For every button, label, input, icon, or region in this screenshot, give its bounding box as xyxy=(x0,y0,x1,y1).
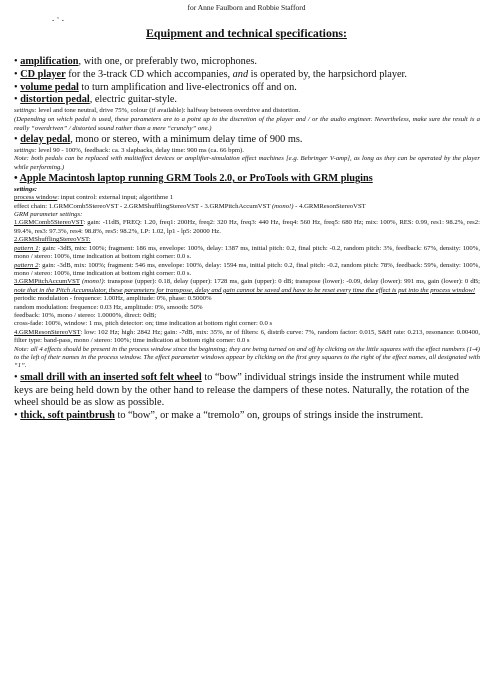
term-amplification: amplification xyxy=(20,56,79,67)
document-body xyxy=(14,56,480,423)
term-delay-pedal: delay pedal xyxy=(20,133,71,145)
process-window-line: process window: input control: external input; algorithme 1 xyxy=(14,194,174,202)
page-title: Equipment and technical specifications: xyxy=(146,26,347,40)
term-small-drill: small drill with an inserted soft felt wheel xyxy=(20,371,202,383)
item-mac-laptop: • Apple Macintosh laptop running GRM Tools 2.0, or ProTools with GRM plugins xyxy=(14,173,373,185)
shuffling-label: 2.GRMShufflingStereoVST: xyxy=(14,236,91,244)
item-paintbrush: • thick, soft paintbrush to “bow”, or make a “tremolo” on, groups of strings inside the instrument. xyxy=(14,410,424,422)
distortion-note: (Depending on which pedal is used, these parameters are to a point up to the discretion of the player and / or the audio engineer. Nevertheless, make sure the result is a really “overdriven” / distorted sound rather than a mere “crunchy” one.) xyxy=(14,116,480,132)
term-mac-laptop: Apple Macintosh laptop running GRM Tools 2.0, or ProTools with GRM plugins xyxy=(19,173,373,185)
item-cd-player: • CD player for the 3-track CD which accompanies, and is operated by, the harpsichord player. xyxy=(14,68,407,80)
item-delay-pedal: • delay pedal, mono or stereo, with a minimum delay time of 900 ms. xyxy=(14,133,303,145)
item-small-drill: • small drill with an inserted soft felt wheel to “bow” individual strings inside the instrument while muted keys are being held down by the other hand to release the dampers of these notes. Naturally, the rotation of the wheel should be as slow as possible. xyxy=(14,371,470,409)
delay-note: Note: both pedals can be replaced with multieffect devices or amplifier-simulation effect machines [e.g. Behringer V-amp], as long as they can be operated by the player while performing.) xyxy=(14,155,480,172)
distortion-settings: settings: level and tone neutral, drive 75%, colour (if available): halfway between overdrive and distortion. xyxy=(14,107,301,115)
effects-note: Note: all 4 effects should be present in the process window since the beginning; they are being turned on and off by clicking on the little squares with the effect numbers (1-4) to the left of their names in the process window. The effect parameter windows appear by clicking on the first grey squares to the right of the effect names, all designated with “1”. xyxy=(14,345,480,370)
comb-settings: 1.GRMComb5StereoVST: gain: -11dB, FREQ: 1.20, freq1: 200Hz, freq2: 320 Hz, freq3: 440 Hz, freq4: 560 Hz, freq5: 680 Hz; mix: 100%, RES: 0.99, res1: 98.2%, res2: 99.4%, res3: 97.3%, res4: 98.8%, res5: 98.2%, LP: 1.02, lp1 - lp5: 20000 Hz. xyxy=(14,219,480,235)
pattern-1-settings: pattern 1: gain: -3dB, mix: 100%; fragment: 186 ms, envelope: 100%, delay: 1387 ms, initial pitch: 0.2, final pitch: -0.2, random pitch: 3%, feedback: 67%, density: 100%, mono / stereo: 100%, time indication at bottom right corner: 0.0 s. xyxy=(14,244,480,261)
ornament-mark: . · . xyxy=(52,13,64,23)
term-cd-player: CD player xyxy=(20,68,66,80)
dedication: for Anne Faulborn and Robbie Stafford xyxy=(187,3,306,12)
mac-settings: settings: process window: input control: external input; algorithme 1 effect chain: 1.GRMComb5StereoVST - 2.GRMShufflingStereoVST - 3.GRMPitchAccumVST (mono!) - 4.GRMResonStereoVST GRM parameter settings: 1.GRMComb5StereoVST: gain: -11dB, FREQ: 1.20, freq1: 200Hz, freq2: 320 Hz, freq3: 440 Hz, freq4: 560 Hz, freq5: 680 Hz; mix: 100%, RES: 0.99, res1: 98.2%, res2: 99.4%, res3: 97.3%, res4: 98.8%, res5: 98.2%, LP: 1.02, lp1 - lp5: 20000 Hz. 2.GRMShufflingStereoVST: pattern 1: gain: -3dB, mix: 100%; fragment: 186 ms, envelope: 100%, delay: 1387 ms, initial pitch: 0.2, final pitch: -0.2, random pitch: 3%, feedback: 67%, density: 100%, mono / stereo: 100%, time indication at bottom right corner: 0.0 s. pattern 2: gain: -3dB, mix: 100%; fragment: 546 ms, envelope: 100%, delay: 1594 ms, initial pitch: 0.2, final pitch: -0.2, random pitch: 78%, feedback: 59%, density: 100%, mono / stereo: 100%, time indication at bottom right corner: 0.0 s. 3.GRMPitchAccumVST (mono!): transpose (upper): 0.18, delay (upper): 1728 ms, gain (upper): 0 dB; transpose (lower): -0.09, delay (lower): 991 ms, gain (lower): 0 dB; note that in the Pitch Accumulator, these parameters for transpose, delay and gain cannot be saved and have to be reset every time the effect is put into the process window! periodic modulation - frequence: 1.00Hz, amplitude: 0%, phase: 0.5000% random modulation: frequence: 0.03 Hz, amplitude: 0%, smooth: 50% feedback: 10%, mono / stereo: 1.0000%, direct: 0dB; cross-fade: 100%, window: 1 ms, pitch detector: on; time indication at bottom right corner: 0.0 s 4.GRMResonStereoVST: low: 102 Hz; high: 2842 Hz; gain: -7dB, mix: 35%, nr of filters: 6, distrib curve: 7%, random factor: 0.015, S&H rate: 0.213, resonance: 0.00400, filter type: band-pass, mono / stereo: 100%; time indication at bottom right corner: 0.0 s Note: all 4 effects should be present in the process window since the beginning; they are being turned on and off by clicking on the little squares with the effect numbers (1-4) to the left of their names in the process window. The effect parameter windows appear by clicking on the first grey squares to the right of the effect names, all designated with “1”. xyxy=(14,185,480,370)
item-amplification: • amplification, with one, or preferably two, microphones. xyxy=(14,56,257,67)
effect-chain-line: effect chain: 1.GRMComb5StereoVST - 2.GRMShufflingStereoVST - 3.GRMPitchAccumVST (mono!) - 4.GRMResonStereoVST xyxy=(14,202,366,210)
pattern-2-settings: pattern 2: gain: -3dB, mix: 100%; fragment: 546 ms, envelope: 100%, delay: 1594 ms, initial pitch: 0.2, final pitch: -0.2, random pitch: 78%, feedback: 59%, density: 100%, mono / stereo: 100%, time indication at bottom right corner: 0.0 s. xyxy=(14,261,480,277)
term-volume-pedal: volume pedal xyxy=(20,81,79,93)
item-distortion-pedal: • distortion pedal, electric guitar-style. xyxy=(14,94,177,106)
pitch-accum-settings: 3.GRMPitchAccumVST (mono!): transpose (upper): 0.18, delay (upper): 1728 ms, gain (upper): 0 dB; transpose (lower): -0.09, delay (lower): 991 ms, gain (lower): 0 dB; note that in the Pitch Accumulator, these parameters for transpose, delay and gain cannot be saved and have to be reset every time the effect is put into the process window! xyxy=(14,278,480,294)
item-volume-pedal: • volume pedal to turn amplification and live-electronics off and on. xyxy=(14,81,297,93)
term-distortion-pedal: distortion pedal xyxy=(20,94,90,106)
delay-settings: settings: level 90 - 100%, feedback: ca. 3 slapbacks, delay time: 900 ms (ca. 66 bpm). xyxy=(14,146,244,154)
term-paintbrush: thick, soft paintbrush xyxy=(20,410,115,422)
reson-settings: 4.GRMResonStereoVST: low: 102 Hz; high: 2842 Hz; gain: -7dB, mix: 35%, nr of filters: 6, distrib curve: 7%, random factor: 0.015, S&H rate: 0.213, resonance: 0.00400, filter type: band-pass, mono / stereo: 100%; time indication at bottom right corner: 0.0 s xyxy=(14,328,480,345)
